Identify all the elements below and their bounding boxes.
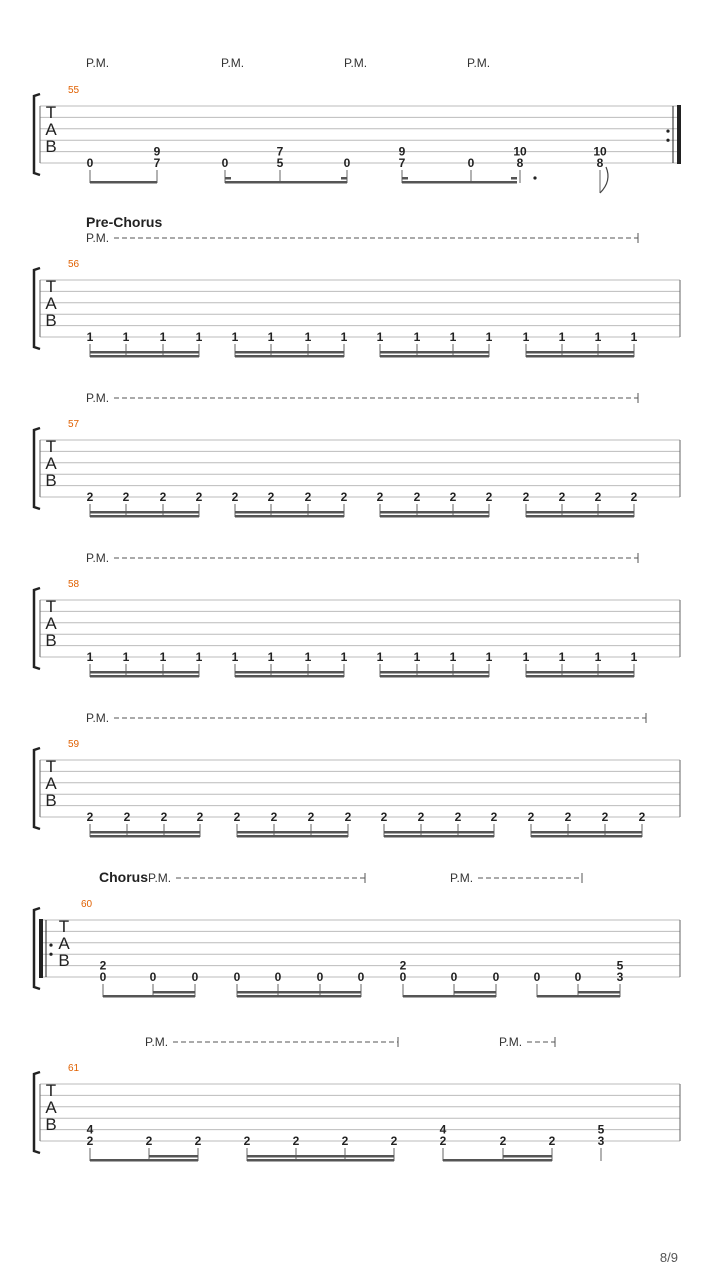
beam-secondary bbox=[153, 991, 195, 994]
measure-number: 55 bbox=[68, 85, 80, 96]
fret-number: 7 bbox=[153, 156, 161, 170]
fret-number: 0 bbox=[274, 970, 282, 984]
fret-number: 0 bbox=[450, 970, 458, 984]
beam-partial bbox=[341, 177, 347, 180]
fret-number: 2 bbox=[454, 810, 462, 824]
fret-number: 2 bbox=[638, 810, 646, 824]
fret-number: 1 bbox=[195, 330, 203, 344]
fret-number: 9 bbox=[398, 144, 406, 159]
fret-number: 1 bbox=[159, 330, 167, 344]
fret-number: 9 bbox=[153, 144, 161, 159]
measure-number: 60 bbox=[81, 899, 93, 910]
fret-number: 1 bbox=[449, 330, 457, 344]
fret-number: 3 bbox=[597, 1134, 605, 1148]
fret-number: 0 bbox=[533, 970, 541, 984]
tab-clef-a: A bbox=[45, 614, 57, 633]
tab-clef-t: T bbox=[45, 277, 57, 296]
beam bbox=[235, 515, 344, 518]
system-60 bbox=[34, 869, 680, 998]
beam-secondary bbox=[90, 671, 199, 674]
fret-number: 2 bbox=[233, 810, 241, 824]
repeat-dot bbox=[666, 139, 669, 142]
repeat-start-thick-bar bbox=[39, 919, 43, 978]
beam-partial bbox=[402, 177, 408, 180]
fret-number: 0 bbox=[574, 970, 582, 984]
beam bbox=[90, 181, 157, 184]
beam bbox=[103, 995, 195, 998]
fret-number: 2 bbox=[439, 1134, 447, 1148]
system-bracket bbox=[34, 94, 40, 175]
palm-mute-label: P.M. bbox=[86, 231, 110, 245]
beam bbox=[380, 355, 489, 358]
measure-number: 58 bbox=[68, 579, 80, 590]
palm-mute-label: P.M. bbox=[344, 56, 368, 70]
fret-number: 2 bbox=[548, 1134, 556, 1148]
tab-clef-a: A bbox=[45, 1098, 57, 1117]
fret-number: 8 bbox=[516, 156, 524, 170]
repeat-end-thick-bar bbox=[677, 105, 681, 164]
beam bbox=[247, 1159, 394, 1162]
fret-number: 1 bbox=[485, 330, 493, 344]
fret-number: 2 bbox=[123, 810, 131, 824]
measure-number: 61 bbox=[68, 1063, 80, 1074]
fret-number: 2 bbox=[292, 1134, 300, 1148]
fret-number: 1 bbox=[413, 330, 421, 344]
fret-number: 4 bbox=[86, 1122, 94, 1137]
fret-number: 2 bbox=[86, 1134, 94, 1148]
fret-number: 1 bbox=[231, 330, 239, 344]
beam-secondary bbox=[526, 511, 634, 514]
fret-number: 1 bbox=[449, 650, 457, 664]
beam bbox=[90, 675, 199, 678]
fret-number: 2 bbox=[122, 490, 130, 504]
beam bbox=[90, 1159, 198, 1162]
fret-number: 2 bbox=[304, 490, 312, 504]
fret-number: 1 bbox=[195, 650, 203, 664]
beam bbox=[384, 835, 494, 838]
system-bracket bbox=[34, 1072, 40, 1153]
page-number: 8/9 bbox=[659, 1250, 678, 1265]
tab-clef-b: B bbox=[58, 951, 70, 970]
fret-number: 1 bbox=[304, 650, 312, 664]
beam bbox=[380, 515, 489, 518]
fret-number: 10 bbox=[593, 144, 607, 159]
fret-number: 2 bbox=[196, 810, 204, 824]
beam-secondary bbox=[237, 991, 361, 994]
fret-number: 1 bbox=[594, 330, 602, 344]
system-55 bbox=[34, 56, 681, 193]
tab-clef-t: T bbox=[45, 103, 57, 122]
fret-number: 1 bbox=[558, 650, 566, 664]
fret-number: 0 bbox=[191, 970, 199, 984]
fret-number: 2 bbox=[390, 1134, 398, 1148]
beam bbox=[235, 355, 344, 358]
fret-number: 1 bbox=[340, 330, 348, 344]
tab-clef-t: T bbox=[45, 597, 57, 616]
beam bbox=[90, 835, 200, 838]
beam-secondary bbox=[531, 831, 642, 834]
beam bbox=[90, 355, 199, 358]
fret-number: 4 bbox=[439, 1122, 447, 1137]
beam bbox=[537, 995, 620, 998]
fret-number: 1 bbox=[122, 330, 130, 344]
palm-mute-label: P.M. bbox=[145, 1035, 169, 1049]
beam bbox=[531, 835, 642, 838]
fret-number: 2 bbox=[601, 810, 609, 824]
palm-mute-label: P.M. bbox=[221, 56, 245, 70]
fret-number: 7 bbox=[276, 144, 284, 159]
section-title: Pre-Chorus bbox=[86, 214, 163, 230]
beam bbox=[237, 995, 361, 998]
fret-number: 1 bbox=[485, 650, 493, 664]
tab-clef-a: A bbox=[45, 774, 57, 793]
fret-number: 2 bbox=[413, 490, 421, 504]
repeat-dot bbox=[49, 953, 52, 956]
beam-secondary bbox=[90, 351, 199, 354]
beam-secondary bbox=[384, 831, 494, 834]
fret-number: 1 bbox=[159, 650, 167, 664]
fret-number: 2 bbox=[160, 810, 168, 824]
fret-number: 0 bbox=[233, 970, 241, 984]
fret-number: 1 bbox=[522, 650, 530, 664]
fret-number: 2 bbox=[594, 490, 602, 504]
fret-number: 5 bbox=[616, 958, 624, 973]
system-56 bbox=[34, 214, 680, 358]
measure-number: 59 bbox=[68, 739, 80, 750]
beam-secondary bbox=[380, 511, 489, 514]
beam-secondary bbox=[237, 831, 348, 834]
fret-number: 2 bbox=[243, 1134, 251, 1148]
tab-clef-b: B bbox=[45, 137, 57, 156]
beam-secondary bbox=[526, 351, 634, 354]
tab-clef-a: A bbox=[58, 934, 70, 953]
fret-number: 2 bbox=[499, 1134, 507, 1148]
system-61 bbox=[34, 1035, 680, 1162]
beam-secondary bbox=[149, 1155, 198, 1158]
palm-mute-label: P.M. bbox=[86, 551, 110, 565]
beam bbox=[403, 995, 496, 998]
dot bbox=[533, 176, 536, 179]
fret-number: 2 bbox=[522, 490, 530, 504]
fret-number: 2 bbox=[159, 490, 167, 504]
tab-clef-b: B bbox=[45, 471, 57, 490]
fret-number: 1 bbox=[304, 330, 312, 344]
fret-number: 0 bbox=[221, 156, 229, 170]
palm-mute-label: P.M. bbox=[86, 56, 110, 70]
fret-number: 1 bbox=[522, 330, 530, 344]
fret-number: 1 bbox=[413, 650, 421, 664]
fret-number: 0 bbox=[86, 156, 94, 170]
palm-mute-label: P.M. bbox=[148, 871, 172, 885]
fret-number: 2 bbox=[307, 810, 315, 824]
fret-number: 5 bbox=[276, 156, 284, 170]
tab-clef-b: B bbox=[45, 1115, 57, 1134]
beam-secondary bbox=[380, 351, 489, 354]
beam bbox=[402, 181, 517, 184]
tab-clef-t: T bbox=[58, 917, 70, 936]
fret-number: 2 bbox=[344, 810, 352, 824]
fret-number: 2 bbox=[376, 490, 384, 504]
beam bbox=[235, 675, 344, 678]
tab-clef-t: T bbox=[45, 1081, 57, 1100]
fret-number: 0 bbox=[467, 156, 475, 170]
fret-number: 2 bbox=[145, 1134, 153, 1148]
fret-number: 1 bbox=[231, 650, 239, 664]
fret-number: 2 bbox=[527, 810, 535, 824]
beam bbox=[443, 1159, 552, 1162]
fret-number: 10 bbox=[513, 144, 527, 159]
tab-clef-b: B bbox=[45, 791, 57, 810]
beam bbox=[526, 675, 634, 678]
fret-number: 2 bbox=[380, 810, 388, 824]
section-title: Chorus bbox=[99, 869, 148, 885]
beam bbox=[225, 181, 347, 184]
tab-clef-a: A bbox=[45, 120, 57, 139]
system-bracket bbox=[34, 588, 40, 669]
fret-number: 3 bbox=[616, 970, 624, 984]
fret-number: 2 bbox=[86, 490, 94, 504]
repeat-dot bbox=[666, 129, 669, 132]
fret-number: 1 bbox=[558, 330, 566, 344]
fret-number: 8 bbox=[596, 156, 604, 170]
fret-number: 1 bbox=[340, 650, 348, 664]
beam-partial bbox=[225, 177, 231, 180]
fret-number: 2 bbox=[99, 958, 107, 973]
beam-secondary bbox=[380, 671, 489, 674]
beam-secondary bbox=[90, 831, 200, 834]
system-bracket bbox=[34, 428, 40, 509]
fret-number: 7 bbox=[398, 156, 406, 170]
fret-number: 0 bbox=[149, 970, 157, 984]
fret-number: 2 bbox=[231, 490, 239, 504]
fret-number: 2 bbox=[399, 958, 407, 973]
beam bbox=[237, 835, 348, 838]
fret-number: 2 bbox=[417, 810, 425, 824]
fret-number: 1 bbox=[376, 650, 384, 664]
beam-secondary bbox=[235, 671, 344, 674]
fret-number: 2 bbox=[270, 810, 278, 824]
fret-number: 1 bbox=[86, 650, 94, 664]
slide-mark bbox=[600, 167, 608, 193]
palm-mute-label: P.M. bbox=[450, 871, 474, 885]
beam-secondary bbox=[526, 671, 634, 674]
beam-secondary bbox=[503, 1155, 552, 1158]
fret-number: 1 bbox=[122, 650, 130, 664]
palm-mute-label: P.M. bbox=[86, 391, 110, 405]
fret-number: 2 bbox=[341, 1134, 349, 1148]
tab-clef-t: T bbox=[45, 437, 57, 456]
fret-number: 5 bbox=[597, 1122, 605, 1137]
beam-secondary bbox=[235, 351, 344, 354]
tab-clef-b: B bbox=[45, 311, 57, 330]
fret-number: 0 bbox=[357, 970, 365, 984]
beam bbox=[526, 515, 634, 518]
fret-number: 1 bbox=[376, 330, 384, 344]
fret-number: 1 bbox=[630, 650, 638, 664]
fret-number: 0 bbox=[492, 970, 500, 984]
fret-number: 2 bbox=[485, 490, 493, 504]
tab-clef-t: T bbox=[45, 757, 57, 776]
fret-number: 2 bbox=[558, 490, 566, 504]
fret-number: 0 bbox=[343, 156, 351, 170]
beam-secondary bbox=[454, 991, 496, 994]
tab-clef-b: B bbox=[45, 631, 57, 650]
fret-number: 1 bbox=[267, 330, 275, 344]
beam bbox=[90, 515, 199, 518]
palm-mute-label: P.M. bbox=[86, 711, 110, 725]
beam bbox=[526, 355, 634, 358]
beam-secondary bbox=[235, 511, 344, 514]
repeat-dot bbox=[49, 943, 52, 946]
measure-number: 57 bbox=[68, 419, 80, 430]
tab-clef-a: A bbox=[45, 454, 57, 473]
fret-number: 1 bbox=[267, 650, 275, 664]
beam bbox=[380, 675, 489, 678]
system-bracket bbox=[34, 268, 40, 349]
fret-number: 2 bbox=[449, 490, 457, 504]
fret-number: 1 bbox=[594, 650, 602, 664]
fret-number: 1 bbox=[86, 330, 94, 344]
beam-secondary bbox=[578, 991, 620, 994]
measure-number: 56 bbox=[68, 259, 80, 270]
tab-clef-a: A bbox=[45, 294, 57, 313]
fret-number: 2 bbox=[630, 490, 638, 504]
fret-number: 2 bbox=[194, 1134, 202, 1148]
fret-number: 1 bbox=[630, 330, 638, 344]
fret-number: 2 bbox=[195, 490, 203, 504]
beam-partial bbox=[511, 177, 517, 180]
system-bracket bbox=[34, 748, 40, 829]
system-59 bbox=[34, 711, 680, 838]
beam-secondary bbox=[90, 511, 199, 514]
fret-number: 2 bbox=[564, 810, 572, 824]
fret-number: 2 bbox=[86, 810, 94, 824]
palm-mute-label: P.M. bbox=[467, 56, 491, 70]
fret-number: 2 bbox=[340, 490, 348, 504]
fret-number: 0 bbox=[399, 970, 407, 984]
beam-secondary bbox=[247, 1155, 394, 1158]
fret-number: 0 bbox=[316, 970, 324, 984]
fret-number: 0 bbox=[99, 970, 107, 984]
system-58 bbox=[34, 551, 680, 678]
palm-mute-label: P.M. bbox=[499, 1035, 523, 1049]
fret-number: 2 bbox=[267, 490, 275, 504]
fret-number: 2 bbox=[490, 810, 498, 824]
system-57 bbox=[34, 391, 680, 518]
